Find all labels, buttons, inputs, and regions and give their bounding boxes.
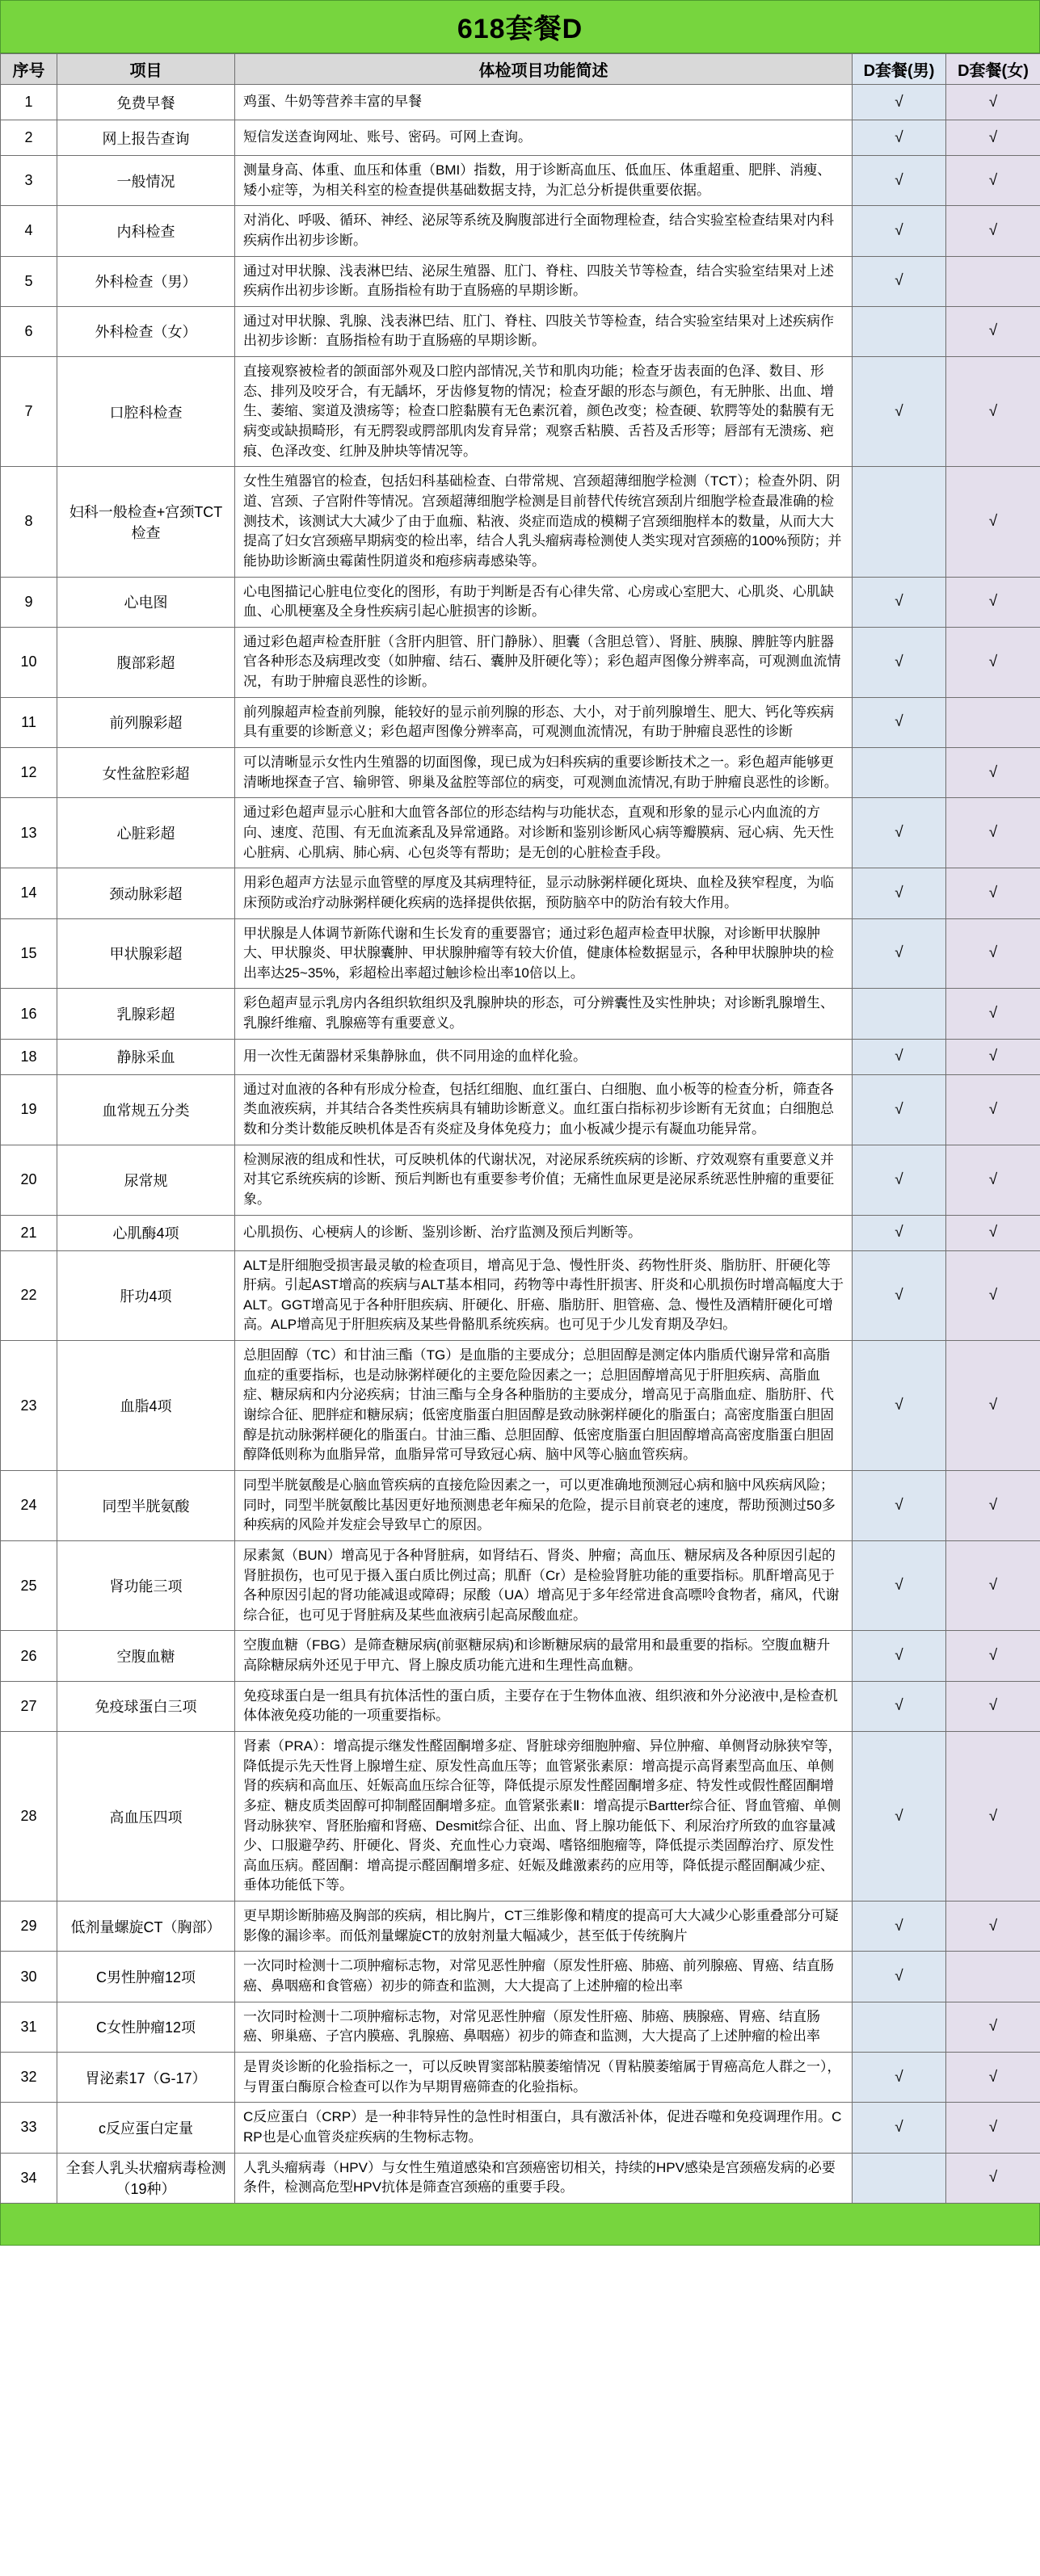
row-index: 24 (1, 1470, 57, 1540)
row-description: C反应蛋白（CRP）是一种非特异性的急性时相蛋白，具有激活补体，促进吞噬和免疫调理作用。CRP也是心血管炎症疾病的生物标志物。 (235, 2103, 853, 2153)
row-male-check: √ (853, 1681, 946, 1731)
row-male-check: √ (853, 1540, 946, 1631)
row-item-name: 同型半胱氨酸 (57, 1470, 235, 1540)
row-item-name: 尿常规 (57, 1145, 235, 1215)
table-row (1, 918, 1040, 989)
row-female-check: √ (946, 1215, 1040, 1250)
row-description: ALT是肝细胞受损害最灵敏的检查项目，增高见于急、慢性肝炎、药物性肝炎、脂肪肝、肝硬化等肝病。引起AST增高的疾病与ALT基本相同，药物等中毒性肝损害、肝炎和心肌损伤时增高幅度大于ALT。GGT增高见于各种肝胆疾病、肝硬化、肝癌、脂肪肝、胆管癌、急、慢性及酒精肝硬化可增高。ALP增高见于肝胆疾病及某些骨骼肌系统疾病。也可见于少儿发育期及孕妇。 (235, 1250, 853, 1341)
row-index: 19 (1, 1074, 57, 1145)
row-item-name: 妇科一般检查+宫颈TCT检查 (57, 467, 235, 577)
row-male-check (853, 2002, 946, 2052)
row-index: 1 (1, 85, 57, 120)
table-row (1, 1902, 1040, 1952)
row-index: 14 (1, 868, 57, 918)
table-row (1, 2002, 1040, 2052)
row-item-name: C女性肿瘤12项 (57, 2002, 235, 2052)
row-item-name: C男性肿瘤12项 (57, 1952, 235, 2002)
row-item-name: 一般情况 (57, 156, 235, 206)
page-title: 618套餐D (0, 0, 1040, 53)
row-index: 7 (1, 357, 57, 467)
row-index: 16 (1, 989, 57, 1039)
row-male-check: √ (853, 627, 946, 697)
row-item-name: 外科检查（女） (57, 306, 235, 356)
row-male-check (853, 989, 946, 1039)
col-header-item: 项目 (57, 54, 235, 85)
table-row (1, 306, 1040, 356)
row-description: 总胆固醇（TC）和甘油三酯（TG）是血脂的主要成分；总胆固醇是测定体内脂质代谢异常和高脂血症的重要指标，也是动脉粥样硬化的主要危险因素之一；总胆固醇增高见于肝胆疾病、高脂血症、糖尿病和内分泌疾病；甘油三酯与全身各种脂肪的主要成分，增高见于高脂血症、脂肪肝、代谢综合征、肥胖症和糖尿病；低密度脂蛋白胆固醇是致动脉粥样硬化的脂蛋白；高密度脂蛋白胆固醇是抗动脉粥样硬化的脂蛋白。甘油三酯、总胆固醇、低密度脂蛋白胆固醇增高高密度脂蛋白胆固醇降低则称为血脂异常，血脂异常可导致冠心病、脑中风等心脑血管疾病。 (235, 1341, 853, 1471)
table-row (1, 1074, 1040, 1145)
row-male-check: √ (853, 85, 946, 120)
row-index: 12 (1, 748, 57, 798)
row-index: 11 (1, 697, 57, 747)
table-row (1, 1631, 1040, 1681)
row-description: 是胃炎诊断的化验指标之一，可以反映胃窦部粘膜萎缩情况（胃粘膜萎缩属于胃癌高危人群之一），与胃蛋白酶原合检查可以作为早期胃癌筛查的化验指标。 (235, 2052, 853, 2102)
row-description: 通过对甲状腺、浅表淋巴结、泌尿生殖器、肛门、脊柱、四肢关节等检查，结合实验室结果对上述疾病作出初步诊断。直肠指检有助于直肠癌的早期诊断。 (235, 256, 853, 306)
row-item-name: c反应蛋白定量 (57, 2103, 235, 2153)
row-female-check: √ (946, 1341, 1040, 1471)
row-female-check: √ (946, 918, 1040, 989)
row-male-check: √ (853, 1250, 946, 1341)
row-index: 18 (1, 1039, 57, 1074)
row-index: 32 (1, 2052, 57, 2102)
row-item-name: 口腔科检查 (57, 357, 235, 467)
row-description: 前列腺超声检查前列腺，能较好的显示前列腺的形态、大小，对于前列腺增生、肥大、钙化等疾病具有重要的诊断意义；彩色超声图像分辨率高，可观测血流情况，有助于肿瘤良恶性的诊断 (235, 697, 853, 747)
table-row (1, 2153, 1040, 2203)
row-female-check: √ (946, 868, 1040, 918)
row-male-check: √ (853, 1215, 946, 1250)
row-female-check: √ (946, 2002, 1040, 2052)
row-male-check: √ (853, 868, 946, 918)
row-index: 21 (1, 1215, 57, 1250)
row-item-name: 免疫球蛋白三项 (57, 1681, 235, 1731)
table-row (1, 120, 1040, 156)
row-item-name: 内科检查 (57, 206, 235, 256)
row-description: 通过对血液的各种有形成分检查，包括红细胞、血红蛋白、白细胞、血小板等的检查分析，筛查各类血液疾病，并其结合各类性疾病具有辅助诊断意义。血红蛋白指标初步诊断有无贫血；白细胞总数和分类计数能反映机体是否有炎症及身体免疫力；血小板减少提示有凝血功能异常。 (235, 1074, 853, 1145)
row-female-check: √ (946, 357, 1040, 467)
row-female-check: √ (946, 2052, 1040, 2102)
table-row (1, 256, 1040, 306)
row-male-check: √ (853, 798, 946, 868)
row-female-check: √ (946, 1470, 1040, 1540)
row-female-check: √ (946, 2103, 1040, 2153)
table-row (1, 798, 1040, 868)
row-female-check: √ (946, 1039, 1040, 1074)
row-female-check: √ (946, 1250, 1040, 1341)
row-item-name: 胃泌素17（G-17） (57, 2052, 235, 2102)
row-index: 26 (1, 1631, 57, 1681)
table-row (1, 1341, 1040, 1471)
row-item-name: 血常规五分类 (57, 1074, 235, 1145)
row-female-check: √ (946, 1631, 1040, 1681)
row-index: 5 (1, 256, 57, 306)
row-description: 用一次性无菌器材采集静脉血，供不同用途的血样化验。 (235, 1039, 853, 1074)
row-description: 同型半胱氨酸是心脑血管疾病的直接危险因素之一，可以更准确地预测冠心病和脑中风疾病风险；同时，同型半胱氨酸比基因更好地预测患老年痴呆的危险，提示目前衰老的速度，帮助预测过50多种疾病的风险并发症会导致早亡的原因。 (235, 1470, 853, 1540)
table-row (1, 697, 1040, 747)
row-item-name: 外科检查（男） (57, 256, 235, 306)
row-description: 彩色超声显示乳房内各组织软组织及乳腺肿块的形态，可分辨囊性及实性肿块；对诊断乳腺增生、乳腺纤维瘤、乳腺癌等有重要意义。 (235, 989, 853, 1039)
table-row (1, 627, 1040, 697)
table-row (1, 1732, 1040, 1902)
row-female-check (946, 256, 1040, 306)
row-female-check: √ (946, 1074, 1040, 1145)
row-description: 用彩色超声方法显示血管壁的厚度及其病理特征，显示动脉粥样硬化斑块、血栓及狭窄程度，为临床预防或治疗动脉粥样硬化疾病的选择提供依据，预防脑卒中的防治有较大作用。 (235, 868, 853, 918)
row-female-check: √ (946, 1902, 1040, 1952)
row-female-check: √ (946, 2153, 1040, 2203)
row-item-name: 女性盆腔彩超 (57, 748, 235, 798)
row-item-name: 心肌酶4项 (57, 1215, 235, 1250)
row-description: 可以清晰显示女性内生殖器的切面图像，现已成为妇科疾病的重要诊断技术之一。彩色超声能够更清晰地探查子宫、输卵管、卵巢及盆腔等部位的病变，可观测血流情况,有助于肿瘤良恶性的诊断。 (235, 748, 853, 798)
row-item-name: 肾功能三项 (57, 1540, 235, 1631)
row-item-name: 全套人乳头状瘤病毒检测（19种） (57, 2153, 235, 2203)
row-description: 心电图描记心脏电位变化的图形，有助于判断是否有心律失常、心房或心室肥大、心肌炎、心肌缺血、心肌梗塞及全身性疾病引起心脏损害的诊断。 (235, 577, 853, 627)
col-header-index: 序号 (1, 54, 57, 85)
row-description: 更早期诊断肺癌及胸部的疾病，相比胸片，CT三维影像和精度的提高可大大减少心影重叠部分可疑影像的漏诊率。而低剂量螺旋CT的放射剂量大幅减少，甚至低于传统胸片 (235, 1902, 853, 1952)
table-row (1, 868, 1040, 918)
row-female-check: √ (946, 120, 1040, 156)
row-female-check: √ (946, 206, 1040, 256)
row-male-check (853, 748, 946, 798)
row-female-check: √ (946, 577, 1040, 627)
row-description: 通过彩色超声显示心脏和大血管各部位的形态结构与功能状态，直观和形象的显示心内血流的方向、速度、范围、有无血流紊乱及异常通路。对诊断和鉴别诊断风心病等瓣膜病、冠心病、先天性心脏病、心肌病、肺心病、心包炎等有帮助；是无创的心脏检查手段。 (235, 798, 853, 868)
table-row (1, 1250, 1040, 1341)
row-male-check: √ (853, 1470, 946, 1540)
row-description: 通过对甲状腺、乳腺、浅表淋巴结、肛门、脊柱、四肢关节等检查，结合实验室结果对上述疾病作出初步诊断：直肠指检有助于直肠癌的早期诊断。 (235, 306, 853, 356)
row-index: 2 (1, 120, 57, 156)
row-female-check: √ (946, 748, 1040, 798)
row-male-check (853, 2153, 946, 2203)
table-row (1, 467, 1040, 577)
row-female-check: √ (946, 1732, 1040, 1902)
table-row (1, 1215, 1040, 1250)
row-female-check: √ (946, 989, 1040, 1039)
row-description: 对消化、呼吸、循环、神经、泌尿等系统及胸腹部进行全面物理检查，结合实验室检查结果对内科疾病作出初步诊断。 (235, 206, 853, 256)
row-item-name: 腹部彩超 (57, 627, 235, 697)
row-female-check (946, 697, 1040, 747)
row-female-check: √ (946, 627, 1040, 697)
row-male-check: √ (853, 1074, 946, 1145)
row-description: 心肌损伤、心梗病人的诊断、鉴别诊断、治疗监测及预后判断等。 (235, 1215, 853, 1250)
row-male-check: √ (853, 2103, 946, 2153)
row-item-name: 网上报告查询 (57, 120, 235, 156)
table-row (1, 1540, 1040, 1631)
row-female-check: √ (946, 306, 1040, 356)
row-description: 测量身高、体重、血压和体重（BMI）指数，用于诊断高血压、低血压、体重超重、肥胖、消瘦、矮小症等，为相关科室的检查提供基础数据支持，为汇总分析提供重要依据。 (235, 156, 853, 206)
row-male-check: √ (853, 206, 946, 256)
row-item-name: 低剂量螺旋CT（胸部） (57, 1902, 235, 1952)
row-male-check: √ (853, 1902, 946, 1952)
row-description: 人乳头瘤病毒（HPV）与女性生殖道感染和宫颈癌密切相关，持续的HPV感染是宫颈癌发病的必要条件，检测高危型HPV抗体是筛查宫颈癌的重要手段。 (235, 2153, 853, 2203)
row-item-name: 免费早餐 (57, 85, 235, 120)
row-item-name: 空腹血糖 (57, 1631, 235, 1681)
row-male-check: √ (853, 1631, 946, 1681)
col-header-male-package: D套餐(男) (853, 54, 946, 85)
row-index: 27 (1, 1681, 57, 1731)
table-row (1, 748, 1040, 798)
table-row (1, 2103, 1040, 2153)
row-male-check: √ (853, 2052, 946, 2102)
row-description: 直接观察被检者的颌面部外观及口腔内部情况,关节和肌肉功能；检查牙齿表面的色泽、数目、形态、排列及咬牙合，有无龋坏，牙齿修复物的情况；检查牙龈的形态与颜色，有无肿胀、出血、增生、萎缩、窦道及溃疡等；检查口腔黏膜有无色素沉着，颜色改变；检查硬、软腭等处的黏膜有无病变或缺损畸形，有无腭裂或腭部肌肉发育异常；观察舌粘膜、舌苔及舌形等；唇部有无溃疡、疤痕、色泽改变、红肿及肿块等情况等。 (235, 357, 853, 467)
row-male-check: √ (853, 256, 946, 306)
row-male-check: √ (853, 156, 946, 206)
package-table (0, 53, 1040, 2204)
row-male-check: √ (853, 120, 946, 156)
row-male-check: √ (853, 357, 946, 467)
table-row (1, 1952, 1040, 2002)
row-description: 检测尿液的组成和性状，可反映机体的代谢状况，对泌尿系统疾病的诊断、疗效观察有重要意义并对其它系统疾病的诊断、预后判断也有重要参考价值；无痛性血尿更是泌尿系统恶性肿瘤的重要征象。 (235, 1145, 853, 1215)
row-male-check (853, 467, 946, 577)
row-description: 尿素氮（BUN）增高见于各种肾脏病，如肾结石、肾炎、肿瘤；高血压、糖尿病及各种原因引起的肾脏损伤，也可见于摄入蛋白质比例过高；肌酐（Cr）是检验肾脏功能的重要指标。肌酐增高见于各种原因引起的肾功能减退或障碍；尿酸（UA）增高见于多年经常进食高嘌呤食物者，痛风，代谢综合征，也可见于肾脏病及某些血液病引起高尿酸血症。 (235, 1540, 853, 1631)
table-row (1, 2052, 1040, 2102)
row-index: 23 (1, 1341, 57, 1471)
row-description: 一次同时检测十二项肿瘤标志物，对常见恶性肿瘤（原发性肝癌、肺癌、胰腺癌、胃癌、结直肠癌、卵巢癌、子宫内膜癌、乳腺癌、鼻咽癌）初步的筛查和监测，大大提高了上述肿瘤的检出率 (235, 2002, 853, 2052)
footer-bar (0, 2204, 1040, 2246)
row-index: 10 (1, 627, 57, 697)
row-index: 22 (1, 1250, 57, 1341)
row-index: 31 (1, 2002, 57, 2052)
row-description: 肾素（PRA）：增高提示继发性醛固酮增多症、肾脏球旁细胞肿瘤、异位肿瘤、单侧肾动脉狭窄等，降低提示先天性肾上腺增生症、原发性高血压等；血管紧张素原：增高提示高肾素型高血压、单侧肾的疾病和高血压、妊娠高血压综合征等，降低提示原发性醛固酮增多症、特发性或假性醛固酮增多症、糖皮质类固醇可抑制醛固酮增多症。血管紧张素Ⅱ：增高提示Bartter综合征、肾血管瘤、单侧肾动脉狭窄、肾胚胎瘤和肾癌、Desmit综合征、出血、肾上腺功能低下、利尿治疗所致的血容量减少、口服避孕药、肝硬化、肾炎、充血性心力衰竭、嗜铬细胞瘤等，降低提示类固醇治疗、原发性高血压病。醛固酮：增高提示醛固酮增多症、妊娠及雌激素药的应用等，降低提示醛固酮减少症、垂体功能低下等。 (235, 1732, 853, 1902)
row-description: 一次同时检测十二项肿瘤标志物，对常见恶性肿瘤（原发性肝癌、肺癌、前列腺癌、胃癌、结直肠癌、鼻咽癌和食管癌）初步的筛查和监测，大大提高了上述肿瘤的检出率 (235, 1952, 853, 2002)
row-male-check: √ (853, 918, 946, 989)
row-description: 通过彩色超声检查肝脏（含肝内胆管、肝门静脉）、胆囊（含胆总管）、肾脏、胰腺、脾脏等内脏器官各种形态及病理改变（如肿瘤、结石、囊肿及肝硬化等）；彩色超声图像分辨率高，可观测血流情况，有助于肿瘤良恶性的诊断。 (235, 627, 853, 697)
row-index: 13 (1, 798, 57, 868)
table-row (1, 85, 1040, 120)
row-index: 33 (1, 2103, 57, 2153)
table-row (1, 1681, 1040, 1731)
row-female-check: √ (946, 1681, 1040, 1731)
row-description: 鸡蛋、牛奶等营养丰富的早餐 (235, 85, 853, 120)
row-index: 4 (1, 206, 57, 256)
table-row (1, 1145, 1040, 1215)
row-index: 34 (1, 2153, 57, 2203)
row-description: 女性生殖器官的检查，包括妇科基础检查、白带常规、宫颈超薄细胞学检测（TCT）；检查外阴、阴道、宫颈、子宫附件等情况。宫颈超薄细胞学检测是目前替代传统宫颈刮片细胞学检查最准确的检测技术，该测试大大减少了由于血痂、粘液、炎症而造成的模糊子宫颈细胞样本的数量，从而大大提高了妇女宫颈癌早期病变的检出率，结合人乳头瘤病毒检测使人类实现对宫颈癌的100%预防；并能协助诊断滴虫霉菌性阴道炎和疱疹病毒感染等。 (235, 467, 853, 577)
row-male-check: √ (853, 1145, 946, 1215)
table-row (1, 1470, 1040, 1540)
table-row (1, 206, 1040, 256)
row-index: 28 (1, 1732, 57, 1902)
table-header-row (1, 54, 1040, 85)
row-index: 8 (1, 467, 57, 577)
row-male-check: √ (853, 1732, 946, 1902)
row-index: 15 (1, 918, 57, 989)
table-row (1, 577, 1040, 627)
row-item-name: 颈动脉彩超 (57, 868, 235, 918)
row-male-check: √ (853, 1039, 946, 1074)
row-male-check: √ (853, 577, 946, 627)
row-index: 3 (1, 156, 57, 206)
row-item-name: 静脉采血 (57, 1039, 235, 1074)
row-item-name: 乳腺彩超 (57, 989, 235, 1039)
row-female-check: √ (946, 798, 1040, 868)
row-item-name: 甲状腺彩超 (57, 918, 235, 989)
row-male-check: √ (853, 1341, 946, 1471)
row-index: 30 (1, 1952, 57, 2002)
row-female-check: √ (946, 85, 1040, 120)
row-item-name: 心脏彩超 (57, 798, 235, 868)
row-item-name: 肝功4项 (57, 1250, 235, 1341)
row-female-check (946, 1952, 1040, 2002)
row-description: 空腹血糖（FBG）是筛查糖尿病(前驱糖尿病)和诊断糖尿病的最常用和最重要的指标。空腹血糖升高除糖尿病外还见于甲亢、肾上腺皮质功能亢进和生理性高血糖。 (235, 1631, 853, 1681)
col-header-description: 体检项目功能简述 (235, 54, 853, 85)
row-female-check: √ (946, 1145, 1040, 1215)
table-row (1, 156, 1040, 206)
row-male-check: √ (853, 1952, 946, 2002)
row-female-check: √ (946, 467, 1040, 577)
table-row (1, 357, 1040, 467)
row-item-name: 血脂4项 (57, 1341, 235, 1471)
row-description: 短信发送查询网址、账号、密码。可网上查询。 (235, 120, 853, 156)
row-item-name: 高血压四项 (57, 1732, 235, 1902)
row-male-check (853, 306, 946, 356)
row-index: 9 (1, 577, 57, 627)
row-female-check: √ (946, 156, 1040, 206)
row-item-name: 心电图 (57, 577, 235, 627)
row-female-check: √ (946, 1540, 1040, 1631)
row-index: 20 (1, 1145, 57, 1215)
row-description: 甲状腺是人体调节新陈代谢和生长发育的重要器官；通过彩色超声检查甲状腺，对诊断甲状腺肿大、甲状腺炎、甲状腺囊肿、甲状腺肿瘤等有较大价值，健康体检数据显示，各种甲状腺肿块的检出率达25~35%，彩超检出率超过触诊检出率10倍以上。 (235, 918, 853, 989)
row-index: 6 (1, 306, 57, 356)
table-row (1, 989, 1040, 1039)
row-item-name: 前列腺彩超 (57, 697, 235, 747)
row-male-check: √ (853, 697, 946, 747)
row-index: 29 (1, 1902, 57, 1952)
row-index: 25 (1, 1540, 57, 1631)
col-header-female-package: D套餐(女) (946, 54, 1040, 85)
row-description: 免疫球蛋白是一组具有抗体活性的蛋白质，主要存在于生物体血液、组织液和外分泌液中,是检查机体体液免疫功能的一项重要指标。 (235, 1681, 853, 1731)
table-row (1, 1039, 1040, 1074)
